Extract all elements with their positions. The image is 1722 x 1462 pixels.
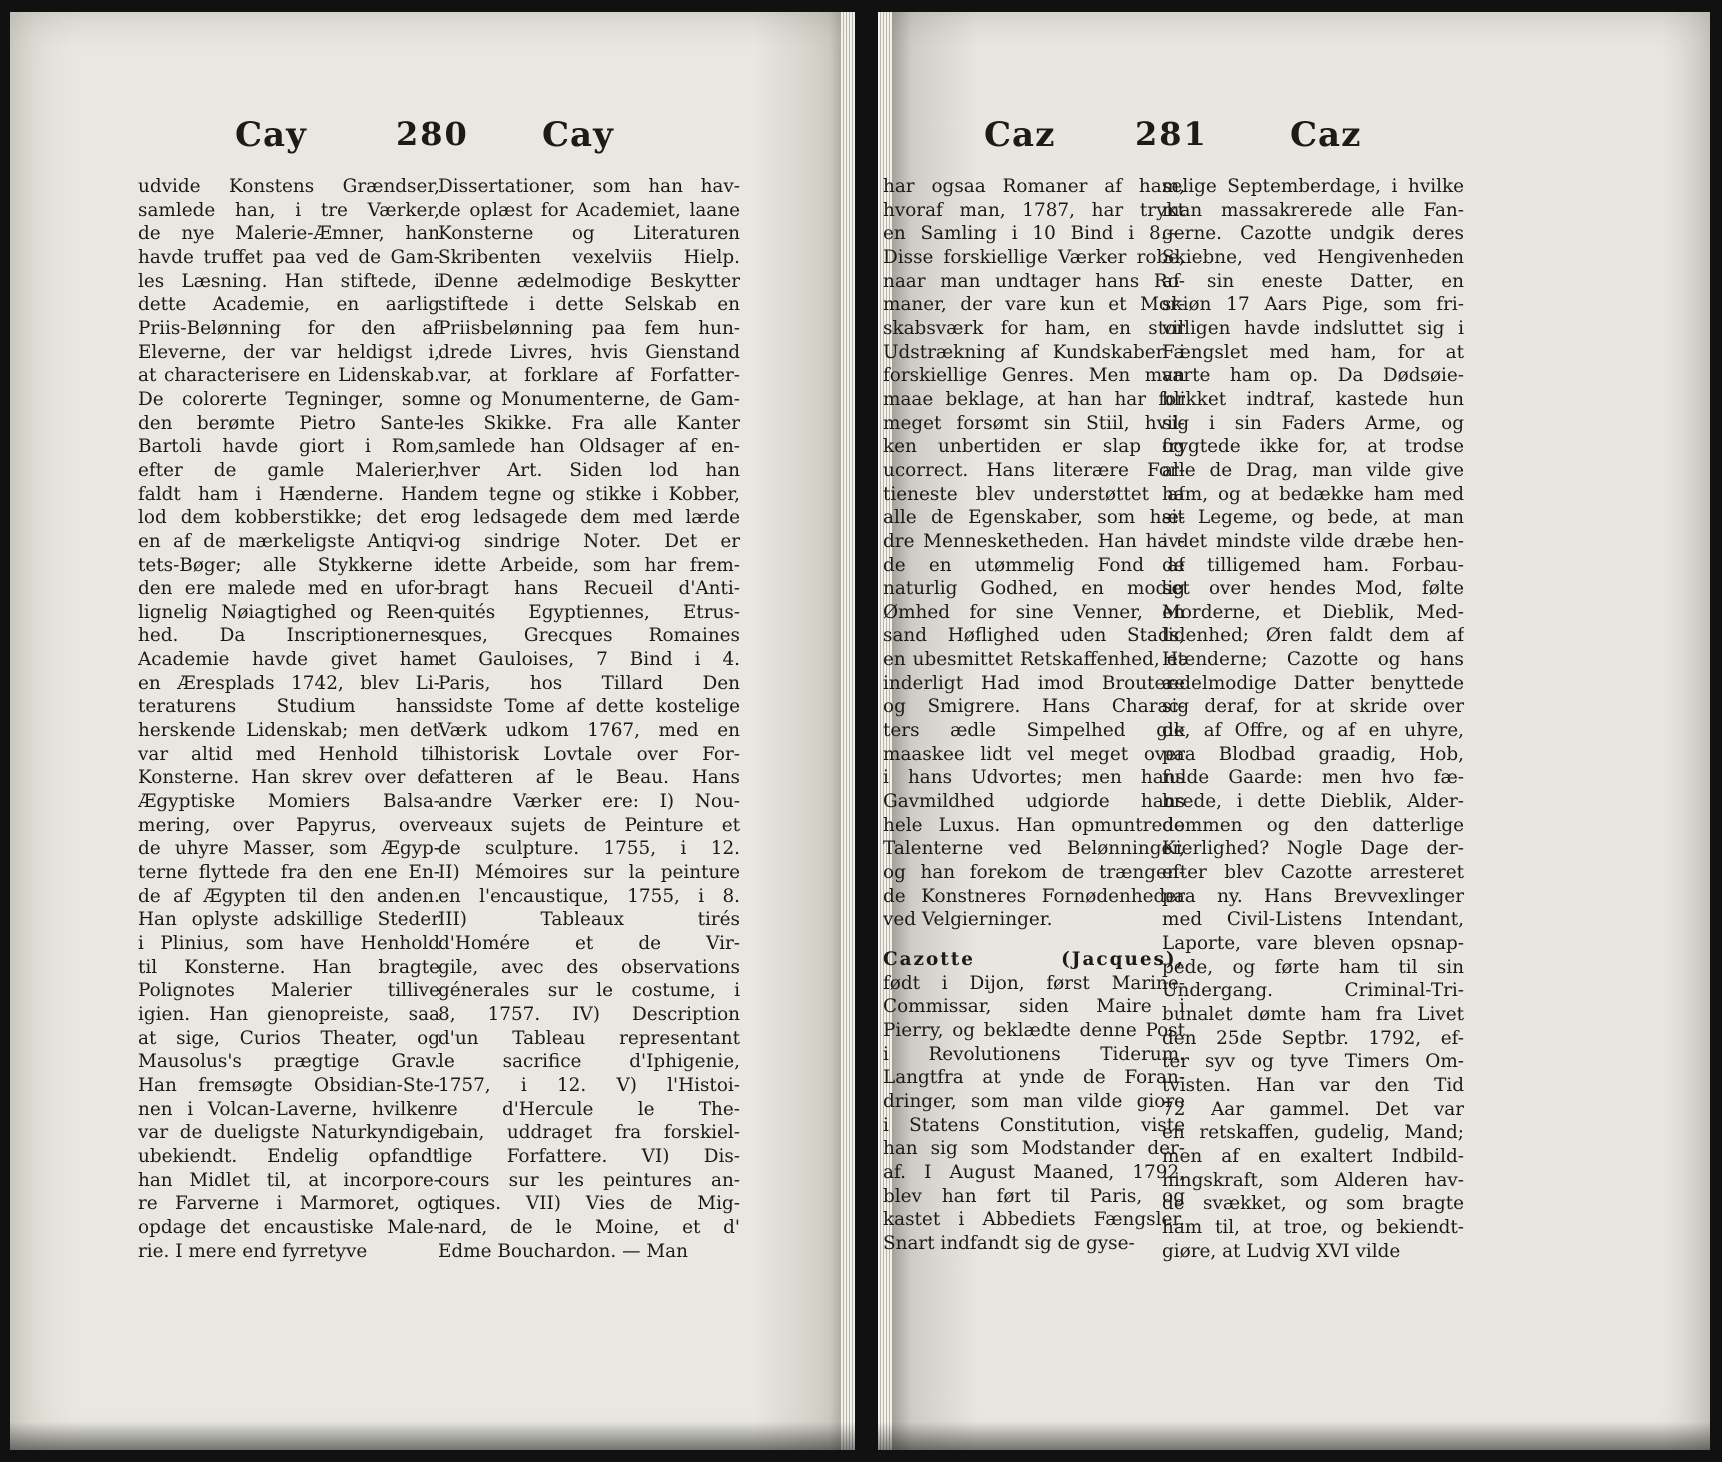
text-line: De colorerte Tegninger, som — [138, 388, 440, 410]
text-line: udvide Konstens Grændser, — [138, 176, 440, 197]
text-line: gerne. Cazotte undgik deres — [1162, 223, 1464, 245]
text-line: født i Dijon, først Marine- — [883, 972, 1185, 994]
text-line: paa ny. Hans Brevvexlinger — [1162, 885, 1464, 907]
text-line: ucorrect. Hans literære For- — [883, 459, 1185, 481]
text-line: sig i sin Faders Arme, og — [1162, 412, 1464, 434]
text-line: rie. I mere end fyrretyve — [138, 1240, 368, 1262]
text-line: nard, de le Moine, et d' — [438, 1216, 740, 1238]
text-line: ques, Grecques Romaines — [438, 625, 740, 647]
text-line: Fængslet med ham, for at — [1162, 341, 1464, 363]
text-line: Talenterne ved Belønninger, — [883, 838, 1185, 860]
text-line: 1757, i 12. V) l'Histoi- — [438, 1074, 740, 1096]
text-line: fulde Gaarde: men hvo fæ- — [1162, 767, 1464, 789]
text-line: mering, over Papyrus, over — [138, 814, 440, 836]
text-line: skiøn 17 Aars Pige, som fri- — [1162, 294, 1464, 316]
page-shadow — [10, 1422, 855, 1450]
text-line: alle de Egenskaber, som hæ- — [883, 507, 1185, 529]
text-line: og Smigrere. Hans Charac- — [883, 696, 1185, 718]
text-line: ken unbertiden er slap og — [883, 436, 1185, 458]
text-line: cours sur les peintures an- — [438, 1169, 740, 1191]
text-line: en Samling i 10 Bind i 8.— — [883, 223, 1185, 245]
text-line: lod dem kobberstikke; det er — [138, 507, 440, 529]
text-line: ved Velgierninger. — [883, 909, 1053, 931]
text-line: Kierlighed? Nogle Dage der- — [1162, 838, 1464, 860]
text-line: ter syv og tyve Timers Om- — [1162, 1051, 1464, 1073]
text-line: 8, 1757. IV) Description — [438, 1003, 740, 1025]
text-line: quités Egyptiennes, Etrus- — [438, 601, 740, 623]
text-line: Morderne, et Dieblik, Med- — [1162, 601, 1464, 623]
text-line: d'Homére et de Vir- — [438, 933, 740, 954]
text-line: igien. Han gienopreiste, saa — [138, 1003, 440, 1025]
text-line: de Konstneres Fornødenheder — [883, 885, 1185, 907]
text-line: til Konsterne. Han bragte — [138, 956, 440, 978]
text-line: Priis-Belønning for den af — [138, 317, 440, 339]
text-line: teraturens Studium hans — [138, 696, 440, 718]
text-line: ham, og at bedække ham med — [1162, 483, 1464, 505]
header-headword-right: Caz — [1290, 115, 1362, 155]
right-page — [878, 12, 1710, 1450]
text-line: Gavmildhed udgiorde hans — [883, 791, 1185, 813]
text-line: de svækket, og som bragte — [1162, 1193, 1464, 1215]
text-line: med Civil-Listens Intendant, — [1162, 909, 1464, 931]
text-line: les Skikke. Fra alle Kanter — [438, 412, 740, 434]
text-line: den ere malede med en ufor- — [138, 578, 440, 600]
text-line: inderligt Had imod Broutere — [883, 672, 1185, 694]
text-line: Ømhed for sine Venner, en — [883, 601, 1185, 623]
text-line: forskiellige Genres. Men man — [883, 365, 1185, 387]
text-line: III) Tableaux tirés — [438, 909, 740, 931]
text-line: men af en exaltert Indbild- — [1162, 1145, 1464, 1167]
text-line: villigen havde indsluttet sig i — [1162, 317, 1464, 339]
text-line: at sige, Curios Theater, og — [138, 1027, 440, 1049]
text-line: skabsværk for ham, en stor — [883, 317, 1185, 339]
text-line: en retskaffen, gudelig, Mand; — [1162, 1122, 1464, 1144]
text-line: tiques. VII) Vies de Mig- — [438, 1193, 740, 1215]
text-column-1 — [138, 175, 440, 1263]
text-line: dette Arbeide, som har frem- — [438, 554, 740, 576]
text-column-2 — [438, 175, 740, 1263]
text-line: naar man undtager hans Ro- — [883, 270, 1185, 292]
text-line: bain, uddraget fra forskiel- — [438, 1122, 740, 1144]
text-line: Undergang. Criminal-Tri- — [1162, 980, 1464, 1002]
text-line: ubekiendt. Endelig opfandt — [138, 1145, 440, 1167]
text-line: lidenhed; Øren faldt dem af — [1162, 625, 1464, 647]
text-line: de nye Malerie-Æmner, han — [138, 223, 440, 245]
text-line: de af Ægypten til den anden. — [138, 885, 440, 907]
text-line: maner, der vare kun et Mor- — [883, 294, 1185, 316]
text-line: bragt hans Recueil d'Anti- — [438, 578, 740, 600]
text-line: terne flyttede fra den ene En- — [138, 862, 440, 884]
text-line: historisk Lovtale over For- — [438, 743, 740, 765]
text-line: Han oplyste adskillige Steder — [138, 909, 440, 931]
text-line: blikket indtraf, kastede hun — [1162, 388, 1464, 410]
text-line: 72 Aar gammel. Det var — [1162, 1098, 1464, 1120]
text-line: samlede han Oldsager af en- — [438, 436, 740, 458]
text-line: hele Luxus. Han opmuntrede — [883, 814, 1185, 836]
text-line: i det mindste vilde dræbe hen- — [1162, 530, 1464, 552]
text-line: Eleverne, der var heldigst i, — [138, 341, 440, 363]
text-line: var de dueligste Naturkyndige — [138, 1122, 440, 1144]
text-line: ters ædle Simpelhed gik — [883, 720, 1185, 742]
text-line: bunalet dømte ham fra Livet — [1162, 1003, 1464, 1025]
text-line: de en utømmelig Fond af — [883, 554, 1185, 576]
text-line: og ledsagede dem med lærde — [438, 507, 740, 529]
text-line: Han fremsøgte Obsidian-Ste- — [138, 1074, 440, 1096]
text-line: ham til, at troe, og bekiendt- — [1162, 1216, 1464, 1238]
text-line: efter de gamle Malerier, — [138, 459, 440, 481]
text-line: Polignotes Malerier tillive — [138, 980, 440, 1002]
text-line: sidste Tome af dette kostelige — [438, 696, 740, 718]
text-line: II) Mémoires sur la peinture — [438, 862, 740, 884]
text-line: re Farverne i Marmoret, og — [138, 1193, 440, 1215]
text-line: fatteren af le Beau. Hans — [438, 767, 740, 789]
text-line: sit Legeme, og bede, at man — [1162, 507, 1464, 529]
text-line: Paris, hos Tillard Den — [438, 672, 740, 694]
text-line: sig deraf, for at skride over — [1162, 696, 1464, 718]
text-line: stiftede i dette Selskab en — [438, 294, 740, 316]
text-column-2 — [1162, 175, 1464, 1263]
text-line: at characterisere en Lidenskab. — [138, 365, 440, 387]
text-line: en Æresplads 1742, blev Li- — [138, 672, 440, 694]
text-line: naturlig Godhed, en modig — [883, 578, 1185, 600]
text-line: maaskee lidt vel meget over — [883, 743, 1185, 765]
text-line: havde truffet paa ved de Gam- — [138, 246, 440, 268]
text-line: alle de Drag, man vilde give — [1162, 459, 1464, 481]
text-line: ne og Monumenterne, de Gam- — [438, 388, 740, 410]
text-line: Skribenten vexelviis Hielp. — [438, 246, 740, 268]
text-line: le sacrifice d'Iphigenie, — [438, 1051, 740, 1073]
text-line: veaux sujets de Peinture et — [438, 814, 740, 836]
text-line: Priisbelønning paa fem hun- — [438, 317, 740, 339]
text-line: kastet i Abbediets Fængsler. — [883, 1209, 1185, 1231]
text-line: de uhyre Masser, som Ægyp- — [138, 838, 440, 860]
text-line: de, af Offre, og af en uhyre, — [1162, 720, 1464, 742]
text-line: maae beklage, at han har for — [883, 388, 1185, 410]
text-line: Værk udkom 1767, med en — [438, 720, 740, 742]
text-line: den 25de Septbr. 1792, ef- — [1162, 1027, 1464, 1049]
text-line: génerales sur le costume, i — [438, 980, 740, 1002]
page-shadow — [878, 1422, 1710, 1450]
text-line: Edme Bouchardon. — Man — [438, 1240, 688, 1262]
text-line: Academie havde givet ham — [138, 649, 440, 671]
text-line: samlede han, i tre Værker, — [138, 199, 440, 221]
text-line: d'un Tableau representant — [438, 1027, 740, 1049]
text-line: de sculpture. 1755, i 12. — [438, 838, 740, 860]
text-line: efter blev Cazotte arresteret — [1162, 862, 1464, 884]
text-line: nen i Volcan-Laverne, hvilken — [138, 1098, 440, 1120]
text-line: i Statens Constitution, viste — [883, 1114, 1185, 1136]
text-line: ningskraft, som Alderen hav- — [1162, 1169, 1464, 1191]
text-line — [883, 932, 1185, 948]
text-line: dringer, som man vilde giore — [883, 1090, 1185, 1112]
text-line: tieneste blev understøttet af — [883, 483, 1185, 505]
text-line: les Læsning. Han stiftede, i — [138, 270, 440, 292]
text-column-1 — [883, 175, 1185, 1256]
text-line: et Gauloises, 7 Bind i 4. — [438, 649, 740, 671]
text-line: de oplæst for Academiet, laane — [438, 199, 740, 221]
text-line: Bartoli havde giort i Rom, — [138, 436, 440, 458]
text-line: en af de mærkeligste Antiqvi- — [138, 530, 440, 552]
text-line: pede, og førte ham til sin — [1162, 956, 1464, 978]
text-line: var altid med Henhold til — [138, 743, 440, 765]
text-line: dette Academie, en aarlig — [138, 294, 440, 316]
text-line: en ubesmittet Retskaffenhed, et — [883, 649, 1185, 671]
text-line: drede Livres, hvis Gienstand — [438, 341, 740, 363]
text-line: den berømte Pietro Sante- — [138, 412, 440, 434]
text-line: Laporte, vare bleven opsnap- — [1162, 933, 1464, 954]
text-line: Denne ædelmodige Beskytter — [438, 270, 740, 292]
text-line: re d'Hercule le The- — [438, 1098, 740, 1120]
header-headword-left: Cay — [235, 115, 307, 155]
text-line: blev han ført til Paris, og — [883, 1185, 1185, 1207]
text-line: Konsterne. Han skrev over de — [138, 767, 440, 789]
text-line: har ogsaa Romaner af ham, — [883, 176, 1185, 197]
text-line: opdage det encaustiske Male- — [138, 1216, 440, 1238]
text-line: Langtfra at ynde de Foran- — [883, 1067, 1185, 1089]
text-line: gile, avec des observations — [438, 956, 740, 978]
text-line: og sindrige Noter. Det er — [438, 530, 740, 552]
page-number: 281 — [1135, 115, 1208, 153]
text-line: andre Værker ere: I) Nou- — [438, 791, 740, 813]
text-line: tvisten. Han var den Tid — [1162, 1074, 1464, 1096]
page-edge — [841, 12, 855, 1450]
text-line: Skiebne, ved Hengivenheden — [1162, 246, 1464, 268]
text-line: Dissertationer, som han hav- — [438, 176, 740, 197]
text-line: sand Høflighed uden Stads, — [883, 625, 1185, 647]
text-line: Hænderne; Cazotte og hans — [1162, 649, 1464, 671]
text-line: brede, i dette Dieblik, Alder- — [1162, 791, 1464, 813]
text-line: Mausolus's prægtige Grav. — [138, 1051, 440, 1073]
text-line: en l'encaustique, 1755, i 8. — [438, 885, 740, 907]
text-line: i hans Udvortes; men hans — [883, 767, 1185, 789]
left-page — [10, 12, 855, 1450]
text-line: Commissar, siden Maire i — [883, 996, 1185, 1018]
text-line: hver Art. Siden lod han — [438, 459, 740, 481]
text-line: hed. Da Inscriptionernes — [138, 625, 440, 647]
text-line: var, at forklare af Forfatter- — [438, 365, 740, 387]
text-line: faldt ham i Hænderne. Han — [138, 483, 440, 505]
text-line: Disse forskiellige Værker robe, — [883, 246, 1185, 268]
text-line: dre Mennesketheden. Han hav- — [883, 530, 1185, 552]
text-line: lige Forfattere. VI) Dis- — [438, 1145, 740, 1167]
text-line: af sin eneste Datter, en — [1162, 270, 1464, 292]
text-line: man massakrerede alle Fan- — [1162, 199, 1464, 221]
text-line: af. I August Maaned, 1792, — [883, 1161, 1185, 1183]
text-line: han Midlet til, at incorpore- — [138, 1169, 440, 1191]
text-line: Cazotte (Jacques), — [883, 949, 1185, 970]
text-line: de tilligemed ham. Forbau- — [1162, 554, 1464, 576]
text-line: meget forsømt sin Stiil, hvil- — [883, 412, 1185, 434]
text-line: giøre, at Ludvig XVI vilde — [1162, 1240, 1401, 1262]
text-line: lignelig Nøiagtighed og Reen- — [138, 601, 440, 623]
text-line: Pierry, og beklædte denne Post — [883, 1019, 1185, 1041]
text-line: varte ham op. Da Dødsøie- — [1162, 365, 1464, 387]
text-line: han sig som Modstander der- — [883, 1138, 1185, 1160]
text-line: selige Septemberdage, i hvilke — [1162, 176, 1464, 197]
text-line: Konsterne og Literaturen — [438, 223, 740, 245]
text-line: Udstrækning af Kundskaber i — [883, 341, 1185, 363]
text-line: set over hendes Mod, følte — [1162, 578, 1464, 600]
header-headword-left: Caz — [984, 115, 1056, 155]
text-line: Snart indfandt sig de gyse- — [883, 1232, 1135, 1254]
text-line: paa Blodbad graadig, Hob, — [1162, 743, 1464, 765]
text-line: dem tegne og stikke i Kobber, — [438, 483, 740, 505]
text-line: og han forekom de trængen- — [883, 862, 1185, 884]
text-line: i Revolutionens Tiderum. — [883, 1043, 1185, 1065]
text-line: frygtede ikke for, at trodse — [1162, 436, 1464, 458]
text-line: hvoraf man, 1787, har trykt — [883, 199, 1185, 221]
text-line: tets-Bøger; alle Stykkerne i — [138, 554, 440, 576]
text-line: ædelmodige Datter benyttede — [1162, 672, 1464, 694]
text-line: i Plinius, som have Henhold — [138, 933, 440, 954]
header-headword-right: Cay — [542, 115, 614, 155]
text-line: Ægyptiske Momiers Balsa- — [138, 791, 440, 813]
text-line: dommen og den datterlige — [1162, 814, 1464, 836]
page-number: 280 — [396, 115, 469, 153]
text-line: herskende Lidenskab; men det — [138, 720, 440, 742]
